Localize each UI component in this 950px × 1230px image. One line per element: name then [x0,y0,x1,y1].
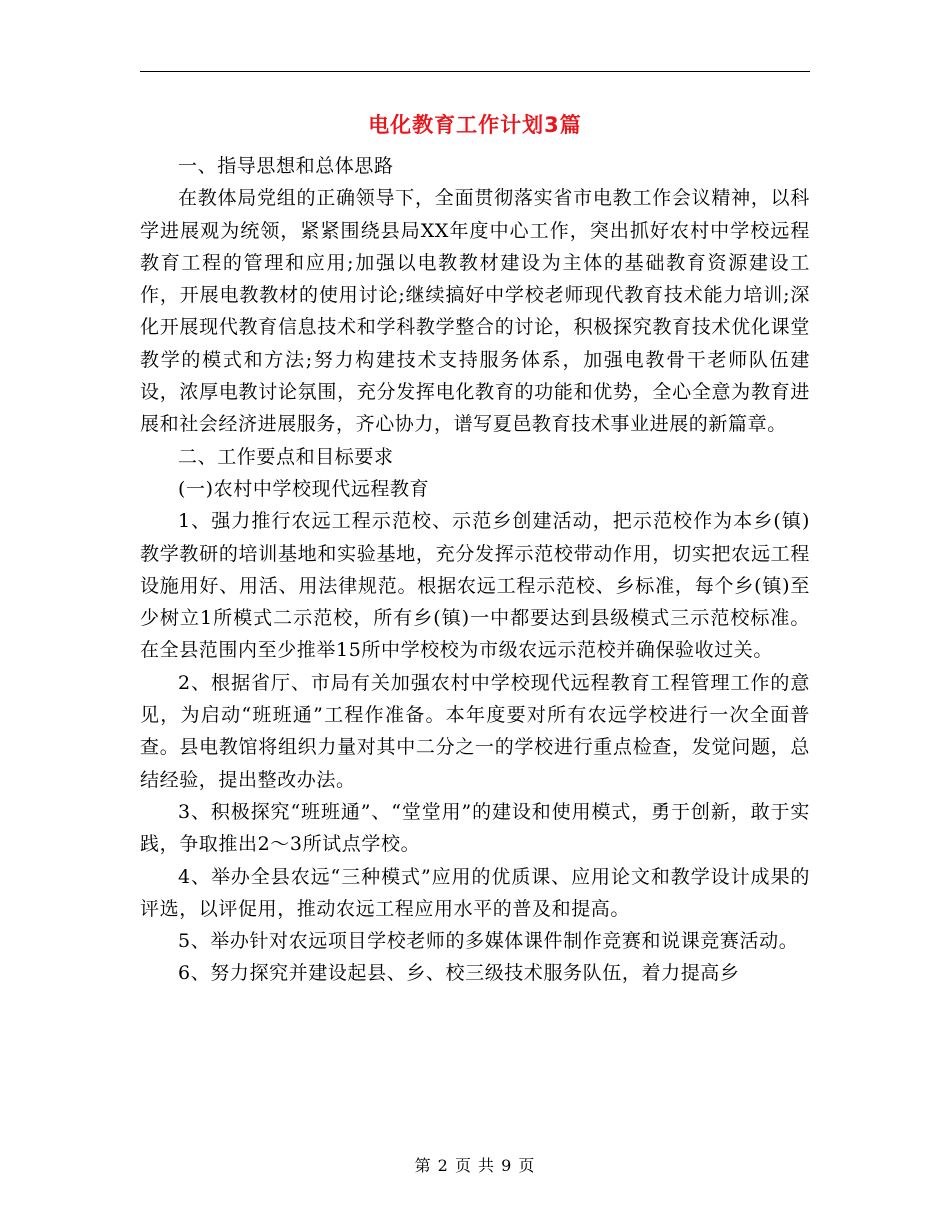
list-item-5: 5、举办针对农远项目学校老师的多媒体课件制作竞赛和说课竞赛活动。 [178,930,799,953]
list-item-2: 2、根据省厅、市局有关加强农村中学校现代远程教育工程管理工作的意见，为启动“班班通”工程作准备。本年度要对所有农远学校进行一次全面普查。县电教馆将组织力量对其中二分之一的学校进行重点检查，发觉问题，总结经验，提出整改办法。 [140,671,810,791]
list-item-6: 6、努力探究并建设起县、乡、校三级技术服务队伍，着力提高乡 [178,962,740,985]
list-item-3: 3、积极探究“班班通”、“堂堂用”的建设和使用模式，勇于创新，敢于实践，争取推出2～3所试点学校。 [140,800,810,856]
page-number: 第 2 页 共 9 页 [414,1156,536,1175]
header-rule [140,71,810,72]
subsection-heading-1: (一)农村中学校现代远程教育 [178,477,430,500]
page-footer [0,1155,950,1177]
list-item-1: 1、强力推行农远工程示范校、示范乡创建活动，把示范校作为本乡(镇)教学教研的培训基地和实验基地，充分发挥示范校带动作用，切实把农远工程设施用好、用活、用法律规范。根据农远工程示范校、乡标准，每个乡(镇)至少树立1所模式二示范校，所有乡(镇)一中都要达到县级模式三示范校标准。在全县范围内至少推举15所中学校校为市级农远示范校并确保验收过关。 [140,510,810,662]
document-title: 电化教育工作计划3篇 [368,113,582,137]
document-body [140,150,810,990]
paragraph-guiding-thought: 在教体局党组的正确领导下，全面贯彻落实省市电教工作会议精神，以科学进展观为统领，紧紧围绕县局XX年度中心工作，突出抓好农村中学校远程教育工程的管理和应用;加强以电教教材建设为主体的基础教育资源建设工作，开展电教教材的使用讨论;继续搞好中学校老师现代教育技术能力培训;深化开展现代教育信息技术和学科教学整合的讨论，积极探究教育技术优化课堂教学的模式和方法;努力构建技术支持服务体系，加强电教骨干老师队伍建设，浓厚电教讨论氛围，充分发挥电化教育的功能和优势，全心全意为教育进展和社会经济进展服务，齐心协力，谱写夏邑教育技术事业进展的新篇章。 [140,187,810,436]
section-heading-1: 一、指导思想和总体思路 [178,155,394,177]
list-item-4: 4、举办全县农远“三种模式”应用的优质课、应用论文和教学设计成果的评选，以评促用，推动农远工程应用水平的普及和提高。 [140,865,810,920]
section-heading-2: 二、工作要点和目标要求 [178,445,394,468]
